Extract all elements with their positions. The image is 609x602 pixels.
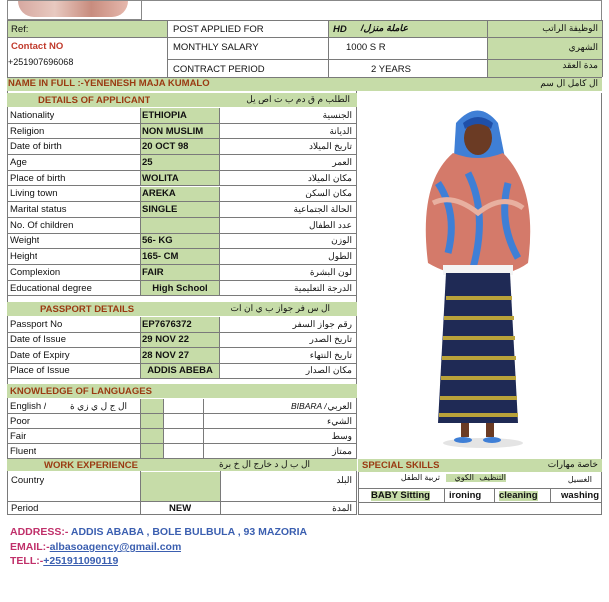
language-check-cell-2 bbox=[164, 444, 204, 458]
work-country-label: Country bbox=[11, 476, 45, 486]
details-label: Complexion bbox=[10, 267, 61, 278]
details-value: AREKA bbox=[142, 189, 176, 199]
language-check-cell-2 bbox=[164, 399, 204, 413]
skills-title-arabic: خاصة مهارات bbox=[547, 460, 598, 469]
details-value: 20 OCT 98 bbox=[142, 142, 189, 152]
language-arabic: وسط bbox=[331, 432, 352, 441]
details-value: FAIR bbox=[142, 267, 164, 278]
top-photo-strip bbox=[7, 0, 142, 20]
tell-label: TELL:- bbox=[10, 556, 44, 567]
details-arabic: الجنسية bbox=[322, 110, 352, 120]
work-period-label: Period bbox=[11, 504, 39, 514]
contact-label: Contact NO bbox=[11, 42, 64, 52]
passport-title: PASSPORT DETAILS bbox=[40, 305, 135, 315]
details-title: DETAILS OF APPLICANT bbox=[38, 96, 151, 106]
details-value: WOLITA bbox=[142, 173, 179, 184]
work-period-arabic: المدة bbox=[332, 504, 352, 513]
details-arabic: العمر bbox=[332, 157, 352, 167]
language-row bbox=[7, 444, 357, 459]
passport-value: 29 NOV 22 bbox=[142, 335, 189, 345]
details-arabic: مكان الميلاد bbox=[307, 173, 352, 183]
language-arabic: الشيء bbox=[326, 417, 352, 426]
details-arabic: الطول bbox=[328, 252, 352, 262]
details-label: Nationality bbox=[10, 110, 55, 121]
passport-arabic: رقم جواز السفر bbox=[292, 319, 352, 329]
skills-arabic-1: التنظيف bbox=[466, 474, 506, 482]
details-value-cell bbox=[140, 218, 220, 233]
email-link[interactable]: albasoagency@gmail.com bbox=[49, 542, 182, 553]
name-value: YENENESH MAJA KUMALO bbox=[83, 79, 210, 89]
monthly-salary-arabic: الشهري bbox=[568, 43, 598, 52]
details-value: 165- CM bbox=[142, 252, 179, 262]
skill-washing: washing bbox=[561, 491, 600, 501]
top-right-blank bbox=[142, 0, 602, 20]
details-label: Age bbox=[10, 157, 27, 168]
skills-title: SPECIAL SKILLS bbox=[362, 461, 440, 471]
details-row bbox=[7, 171, 357, 187]
details-row bbox=[7, 155, 357, 171]
details-label: No. Of children bbox=[10, 220, 74, 231]
name-label bbox=[8, 79, 210, 89]
work-title: WORK EXPERIENCE bbox=[44, 461, 138, 471]
address-value: ADDIS ABABA , BOLE BULBULA , 93 MAZORIA bbox=[70, 527, 308, 538]
passport-row bbox=[7, 364, 357, 380]
language-label: Fair bbox=[10, 432, 27, 442]
passport-arabic: تاريخ النتهاء bbox=[309, 350, 352, 360]
passport-row bbox=[7, 317, 357, 333]
details-label: Weight bbox=[10, 236, 40, 246]
language-label: Fluent bbox=[10, 447, 37, 457]
tell-line bbox=[10, 556, 118, 567]
details-arabic: تاريخ الميلاد bbox=[309, 142, 352, 152]
work-country-arabic: البلد bbox=[336, 476, 352, 485]
post-applied-arabic: عاملة منزل/ bbox=[360, 24, 408, 34]
email-label: EMAIL:- bbox=[10, 542, 50, 553]
passport-arabic: مكان الصدار bbox=[305, 366, 352, 376]
details-value: 25 bbox=[142, 157, 153, 168]
address-line bbox=[10, 527, 307, 538]
language-check-cell bbox=[140, 399, 164, 413]
applicant-photo bbox=[358, 93, 602, 459]
language-check-cell bbox=[140, 444, 164, 458]
contract-period-arabic: مدة العقد bbox=[562, 61, 598, 70]
passport-row bbox=[7, 348, 357, 364]
language-arabic: العربي bbox=[327, 402, 352, 411]
details-row bbox=[7, 108, 357, 124]
contract-period-value: 2 YEARS bbox=[371, 65, 411, 75]
details-label: Living town bbox=[10, 189, 58, 199]
details-row bbox=[7, 187, 357, 203]
passport-label: Passport No bbox=[10, 319, 63, 330]
monthly-salary-value: 1000 S R bbox=[346, 43, 386, 53]
language-check-cell bbox=[140, 429, 164, 443]
details-arabic: الحالة الجتماعية bbox=[293, 205, 352, 215]
details-label: Educational degree bbox=[10, 283, 92, 294]
name-arabic: ال كامل ال سم bbox=[540, 79, 598, 88]
skills-arabic-0: الغسيل bbox=[567, 476, 592, 484]
details-arabic: لون البشرة bbox=[309, 267, 352, 277]
ref-label: Ref: bbox=[11, 25, 29, 35]
language-row bbox=[7, 399, 357, 414]
passport-label: Date of Expiry bbox=[10, 350, 70, 361]
skill-baby-sitting bbox=[371, 491, 430, 501]
details-label: Marital status bbox=[10, 205, 67, 215]
details-row bbox=[7, 249, 357, 265]
details-label: Date of birth bbox=[10, 142, 62, 152]
details-row bbox=[7, 202, 357, 218]
language-check-cell-2 bbox=[164, 429, 204, 443]
language-label: English / bbox=[10, 402, 47, 412]
post-applied-label: POST APPLIED FOR bbox=[173, 25, 264, 35]
details-row bbox=[7, 124, 357, 140]
language-label: Poor bbox=[10, 417, 31, 427]
skills-arabic-2: الكوي bbox=[446, 474, 474, 482]
details-row bbox=[7, 281, 357, 297]
monthly-salary-label: MONTHLY SALARY bbox=[173, 43, 259, 53]
work-country-value bbox=[140, 472, 220, 502]
details-arabic: الدرجة التعليمية bbox=[294, 283, 352, 293]
details-label: Religion bbox=[10, 126, 45, 137]
name-label-text: NAME IN FULL :- bbox=[8, 79, 84, 89]
post-applied-arabic-label: الوظيفة الراتب bbox=[542, 24, 598, 33]
details-value: High School bbox=[152, 283, 208, 294]
details-row bbox=[7, 265, 357, 281]
details-arabic: الديانة bbox=[329, 126, 352, 136]
details-row bbox=[7, 234, 357, 250]
passport-row bbox=[7, 333, 357, 349]
language-label-arabic: ال ج ل ي زي ة bbox=[69, 402, 127, 411]
email-line bbox=[10, 542, 181, 553]
details-arabic: مكان السكن bbox=[305, 189, 352, 199]
details-arabic: عدد الطفال bbox=[308, 220, 352, 230]
tell-link[interactable]: +251911090119 bbox=[43, 556, 119, 567]
work-period-value: NEW bbox=[169, 504, 192, 514]
details-value: 56- KG bbox=[142, 236, 173, 246]
details-label: Height bbox=[10, 252, 38, 262]
passport-value: EP7676372 bbox=[142, 319, 192, 330]
passport-label: Date of Issue bbox=[10, 335, 66, 345]
details-row bbox=[7, 218, 357, 234]
contact-number: +251907696068 bbox=[8, 58, 74, 67]
passport-arabic: تاريخ الصدر bbox=[309, 335, 352, 345]
skills-arabic-3: تربية الطفل bbox=[400, 474, 440, 482]
details-value: NON MUSLIM bbox=[142, 126, 204, 137]
language-value: BIBARA / bbox=[291, 402, 327, 411]
skills-bottom bbox=[358, 503, 602, 515]
passport-title-arabic: ال س فر جواز ب ي ان ات bbox=[230, 304, 330, 313]
details-arabic: الوزن bbox=[331, 236, 352, 246]
details-value: SINGLE bbox=[142, 205, 178, 215]
language-row bbox=[7, 414, 357, 429]
languages-title: KNOWLEDGE OF LANGUAGES bbox=[10, 387, 152, 397]
skill-cleaning: cleaning bbox=[499, 491, 538, 501]
language-check-cell-2 bbox=[164, 414, 204, 428]
details-title-arabic: الطلب م ق دم ب ت اص يل bbox=[246, 95, 350, 104]
passport-value: 28 NOV 27 bbox=[142, 350, 189, 361]
work-title-arabic: ال ب ل د خارج ال خ برة bbox=[218, 460, 310, 469]
passport-label: Place of Issue bbox=[10, 366, 70, 376]
language-check-cell bbox=[140, 414, 164, 428]
language-row bbox=[7, 429, 357, 444]
post-applied-value: HD bbox=[333, 25, 347, 35]
language-arabic: ممتاز bbox=[332, 447, 352, 456]
details-label: Place of birth bbox=[10, 173, 66, 184]
address-label: ADDRESS:- bbox=[10, 527, 69, 538]
contract-period-label: CONTRACT PERIOD bbox=[173, 65, 265, 75]
skill-baby-sitting-text: BABY Sitting bbox=[371, 491, 430, 501]
details-row bbox=[7, 139, 357, 155]
passport-value: ADDIS ABEBA bbox=[147, 366, 213, 376]
details-value: ETHIOPIA bbox=[142, 110, 187, 121]
skill-ironing: ironing bbox=[449, 491, 482, 501]
